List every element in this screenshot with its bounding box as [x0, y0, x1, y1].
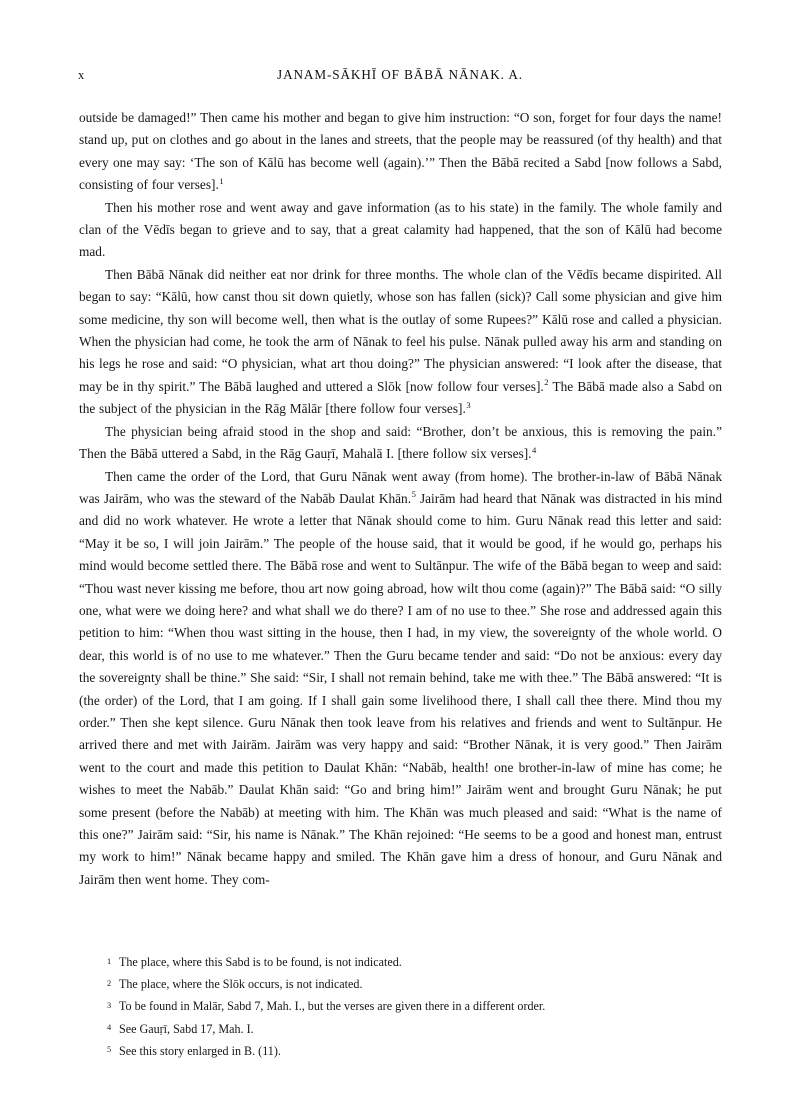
footnote-text: The place, where this Sabd is to be found, is not indicated. [119, 955, 402, 969]
paragraph-3 [79, 264, 722, 421]
paragraph-2 [79, 197, 722, 264]
footnote-ref-2[interactable]: 2 [544, 377, 549, 388]
footnote-block [107, 951, 707, 1062]
paragraph-2-text: Then his mother rose and went away and gave information (as to his state) in the family. The whole family and clan of the Vēdīs began to grieve and to say, that a great calamity had happened, that the son of Kālū had become mad. [79, 199, 722, 260]
footnote-item [107, 951, 707, 973]
footnote-ref-1[interactable]: 1 [219, 175, 224, 186]
footnote-item [107, 1018, 707, 1040]
paragraph-1-text: outside be damaged!” Then came his mother and began to give him instruction: “O son, forget for four days the name! stand up, put on clothes and go about in the lanes and streets, that the people may be reassured (of thy health) and that every one may say: ‘The son of Kālū has become well (again).’” Then the Bābā recited a Sabd [now follows a Sabd, consisting of four verses]. [79, 110, 722, 193]
footnote-ref-5[interactable]: 5 [411, 489, 416, 500]
paragraph-5 [79, 466, 722, 892]
footnote-text: The place, where the Slōk occurs, is not indicated. [119, 977, 363, 992]
footnote-marker: 3 [107, 1000, 112, 1010]
footnote-marker: 4 [107, 1023, 112, 1033]
footnote-ref-3[interactable]: 3 [466, 399, 471, 410]
footnote-marker: 5 [107, 1045, 112, 1055]
running-head-title: JANAM-SĀKHĪ OF BĀBĀ NĀNAK. A. [277, 67, 523, 82]
folio-number: x [78, 68, 85, 82]
paragraph-4 [79, 421, 722, 466]
footnote-item [107, 1040, 707, 1062]
paragraph-3-tail: The Bābā made also a Sabd on the subject of the physician in the Rāg Mālār [there follow four verses]. [79, 378, 723, 417]
paragraph-1 [79, 107, 722, 197]
footnote-text: See this story enlarged in B. (11). [119, 1043, 281, 1058]
body-text-block [79, 107, 722, 891]
paragraph-5-text: Then came the order of the Lord, that Guru Nānak went away (from home). The brother-in-law of Bābā Nānak was Jairām, who was the steward of the Nabāb Daulat Khān. [79, 468, 722, 506]
paragraph-4-text: The physician being afraid stood in the shop and said: “Brother, don’t be anxious, this is removing the pain.” Then the Bābā uttered a Sabd, in the Rāg Gauṛī, Mahalā I. [there follow six verses]. [79, 423, 722, 462]
footnote-text: See Gauṛī, Sabd 17, Mah. I. [119, 1021, 254, 1036]
footnote-item [107, 995, 707, 1017]
footnote-text: To be found in Malār, Sabd 7, Mah. I., but the verses are given there in a different order. [119, 999, 546, 1014]
footnote-marker: 2 [107, 978, 112, 988]
running-head [78, 64, 722, 86]
footnote-ref-4[interactable]: 4 [532, 444, 537, 455]
footnote-item [107, 973, 707, 995]
footnote-marker: 1 [107, 956, 112, 966]
paragraph-3-text: Then Bābā Nānak did neither eat nor drink for three months. The whole clan of the Vēdīs became dispirited. All began to say: “Kālū, how canst thou sit down quietly, whose son has fallen (sick)? Call some physician and give him some medicine, thy son will become well, then what is the outlay of some Rupees?” Kālū rose and called a physician. When the physician had come, he took the arm of Nānak to feel his pulse. Nānak pulled away his arm and standing on his legs he rose and said: “O physician, what art thou doing?” The physician answered: “I look after the disease, that may be in thy spirit.” The Bābā laughed and uttered a Slōk [now follow four verses]. [79, 266, 722, 394]
paragraph-5-tail: Jairām had heard that Nānak was distracted in his mind and did no work whatever. He wrote a letter that Nānak should come to him. Guru Nānak read this letter and said: “May it be so, I will join Jairām.” The people of the house said, that it would be good, if he would go, perhaps his mind would become settled there. The Bābā rose and went to Sultānpur. The wife of the Bābā began to weep and said: “Thou wast never kissing me before, thou art now going abroad, how wilt thou come (again)?” The Bābā said: “O silly one, what were we doing here? and what shall we do there? I am of no use to thee.” She rose and addressed again this petition to him: “When thou wast sitting in the house, then I had, in my view, the sovereignty of the whole world. O dear, this world is of no use to me whatever.” Then the Guru became tender and said: “Do not be anxious: every day the sovereignty shall be thine.” She said: “Sir, I shall not remain behind, take me with thee.” The Bābā answered: “It is (the order) of the Lord, that I am going. If I shall gain some livelihood there, I shall call thee there. Mind thou my order.” Then she kept silence. Guru Nānak then took leave from his relatives and friends and went to Sultānpur. He arrived there and met with Jairām. Jairām was very happy and said: “Brother Nānak, it is very good.” Then Jairām went to the court and made this petition to Daulat Khān: “Nabāb, health! one brother-in-law of mine has come; he wishes to meet the Nabāb.” Daulat Khān said: “Go and bring him!” Jairām went and brought Guru Nānak; he put some present (before the Nabāb) at meeting with him. The Khān was much pleased and said: “What is the name of this one?” Jairām said: “Sir, his name is Nānak.” The Khān rejoined: “He seems to be a good and honest man, entrust my work to him!” Nānak became happy and smiled. The Khān gave him a dress of honour, and Guru Nānak and Jairām then went home. They com- [79, 490, 722, 887]
